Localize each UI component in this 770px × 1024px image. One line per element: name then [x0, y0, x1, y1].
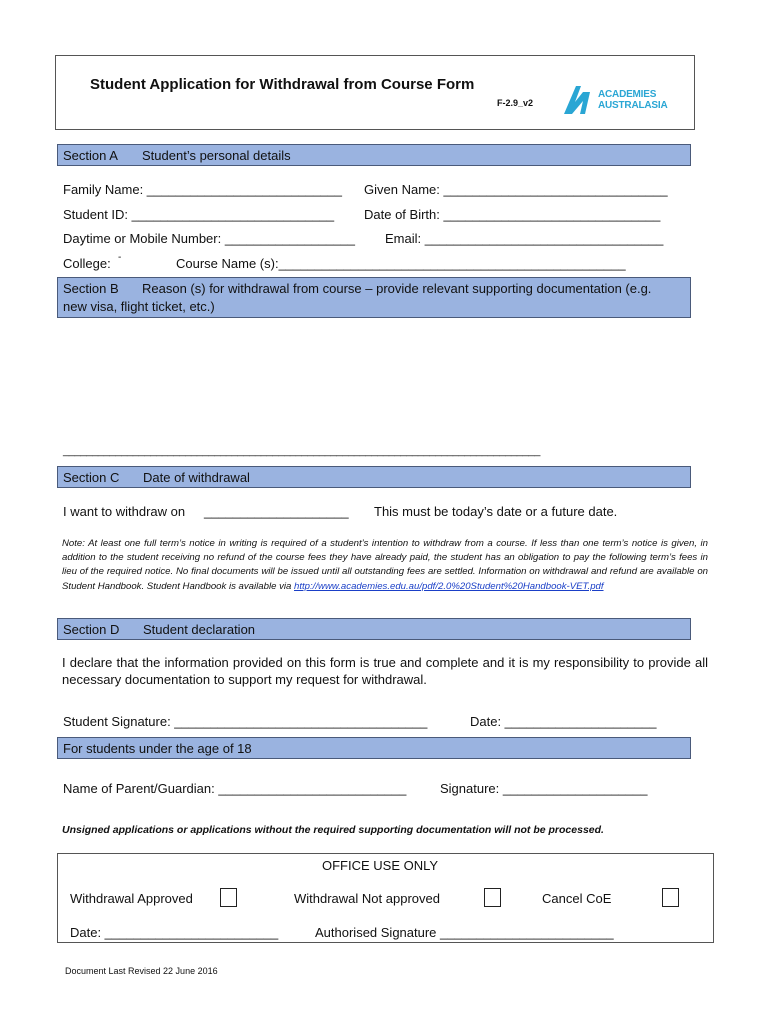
- student-id-field[interactable]: Student ID: ____________________________: [63, 207, 335, 222]
- email-field[interactable]: Email: _________________________________: [385, 231, 664, 246]
- signature-date-field[interactable]: Date: _____________________: [470, 714, 657, 729]
- date-of-birth-field[interactable]: Date of Birth: ______________________________: [364, 207, 661, 222]
- section-d-bar: [57, 618, 691, 640]
- student-signature-field[interactable]: Student Signature: ___________________________________: [63, 714, 428, 729]
- course-name-field[interactable]: Course Name (s):________________________________________________: [176, 256, 626, 271]
- withdrawal-note: [62, 537, 708, 594]
- withdraw-date-field[interactable]: ____________________: [204, 504, 349, 519]
- section-d-label: Section D: [63, 622, 120, 637]
- withdrawal-approved-label: Withdrawal Approved: [70, 891, 193, 906]
- section-b-bar: [57, 277, 691, 318]
- phone-field[interactable]: Daytime or Mobile Number: __________________: [63, 231, 355, 246]
- family-name-field[interactable]: Family Name: ___________________________: [63, 182, 342, 197]
- logo-text-line2: AUSTRALASIA: [598, 100, 668, 111]
- under-18-bar: [57, 737, 691, 759]
- section-b-title: Reason (s) for withdrawal from course – provide relevant supporting documentation (e.g.: [142, 281, 652, 296]
- section-c-title: Date of withdrawal: [143, 470, 250, 485]
- authorised-signature-field[interactable]: Authorised Signature ________________________: [315, 925, 614, 940]
- handbook-link[interactable]: http://www.academies.edu.au/pdf/2.0%20Student%20Handbook-VET.pdf: [294, 580, 604, 592]
- college-value: -: [118, 252, 122, 263]
- note-text: Note: At least one full term’s notice in writing is required of a student’s intention to withdraw from a course. If less than one term’s notice is given, in addition to the student receiving no refund of the course fees they have already paid, the student has an obligation to pay the following term’s fees in lieu of the required notice. No final documents will be issued until all outstanding fees are settled. Information on withdrawal and refund are available on Student Handbook. Student Handbook is available via: [62, 538, 708, 592]
- academies-logo-icon: [561, 82, 595, 118]
- section-a-bar: [57, 144, 691, 166]
- guardian-signature-field[interactable]: Signature: ____________________: [440, 781, 648, 796]
- college-field[interactable]: College:: [63, 256, 111, 271]
- cancel-coe-label: Cancel CoE: [542, 891, 612, 906]
- section-a-title: Student’s personal details: [142, 148, 291, 163]
- reason-answer-line[interactable]: __________________________________________________________________________________: [63, 445, 541, 457]
- section-b-label: Section B: [63, 281, 119, 296]
- form-code: F-2.9_v2: [497, 98, 534, 108]
- section-c-label: Section C: [63, 470, 120, 485]
- declaration-text: I declare that the information provided on this form is true and complete and it is my responsibility to provide all necessary documentation to support my request for withdrawal.: [62, 655, 708, 687]
- withdrawal-approved-checkbox[interactable]: [220, 888, 237, 907]
- revision-footer: Document Last Revised 22 June 2016: [65, 966, 218, 976]
- unsigned-warning: Unsigned applications or applications without the required supporting documentation will not be processed.: [62, 824, 604, 836]
- withdrawal-not-approved-label: Withdrawal Not approved: [294, 891, 440, 906]
- cancel-coe-checkbox[interactable]: [662, 888, 679, 907]
- withdraw-on-label: I want to withdraw on: [63, 504, 186, 519]
- section-d-title: Student declaration: [143, 622, 256, 637]
- under-18-title: For students under the age of 18: [63, 741, 252, 756]
- guardian-name-field[interactable]: Name of Parent/Guardian: __________________________: [63, 781, 407, 796]
- section-b-title-2: new visa, flight ticket, etc.): [63, 299, 215, 314]
- logo-text-line1: ACADEMIES: [598, 89, 657, 100]
- withdrawal-not-approved-checkbox[interactable]: [484, 888, 501, 907]
- withdraw-date-hint: This must be today’s date or a future date.: [374, 504, 618, 519]
- office-date-field[interactable]: Date: ________________________: [70, 925, 279, 940]
- section-c-bar: [57, 466, 691, 488]
- form-title: Student Application for Withdrawal from Course Form: [90, 76, 475, 93]
- given-name-field[interactable]: Given Name: _______________________________: [364, 182, 668, 197]
- section-a-label: Section A: [63, 148, 118, 163]
- academies-logo: [561, 82, 671, 118]
- office-use-title: OFFICE USE ONLY: [322, 858, 439, 873]
